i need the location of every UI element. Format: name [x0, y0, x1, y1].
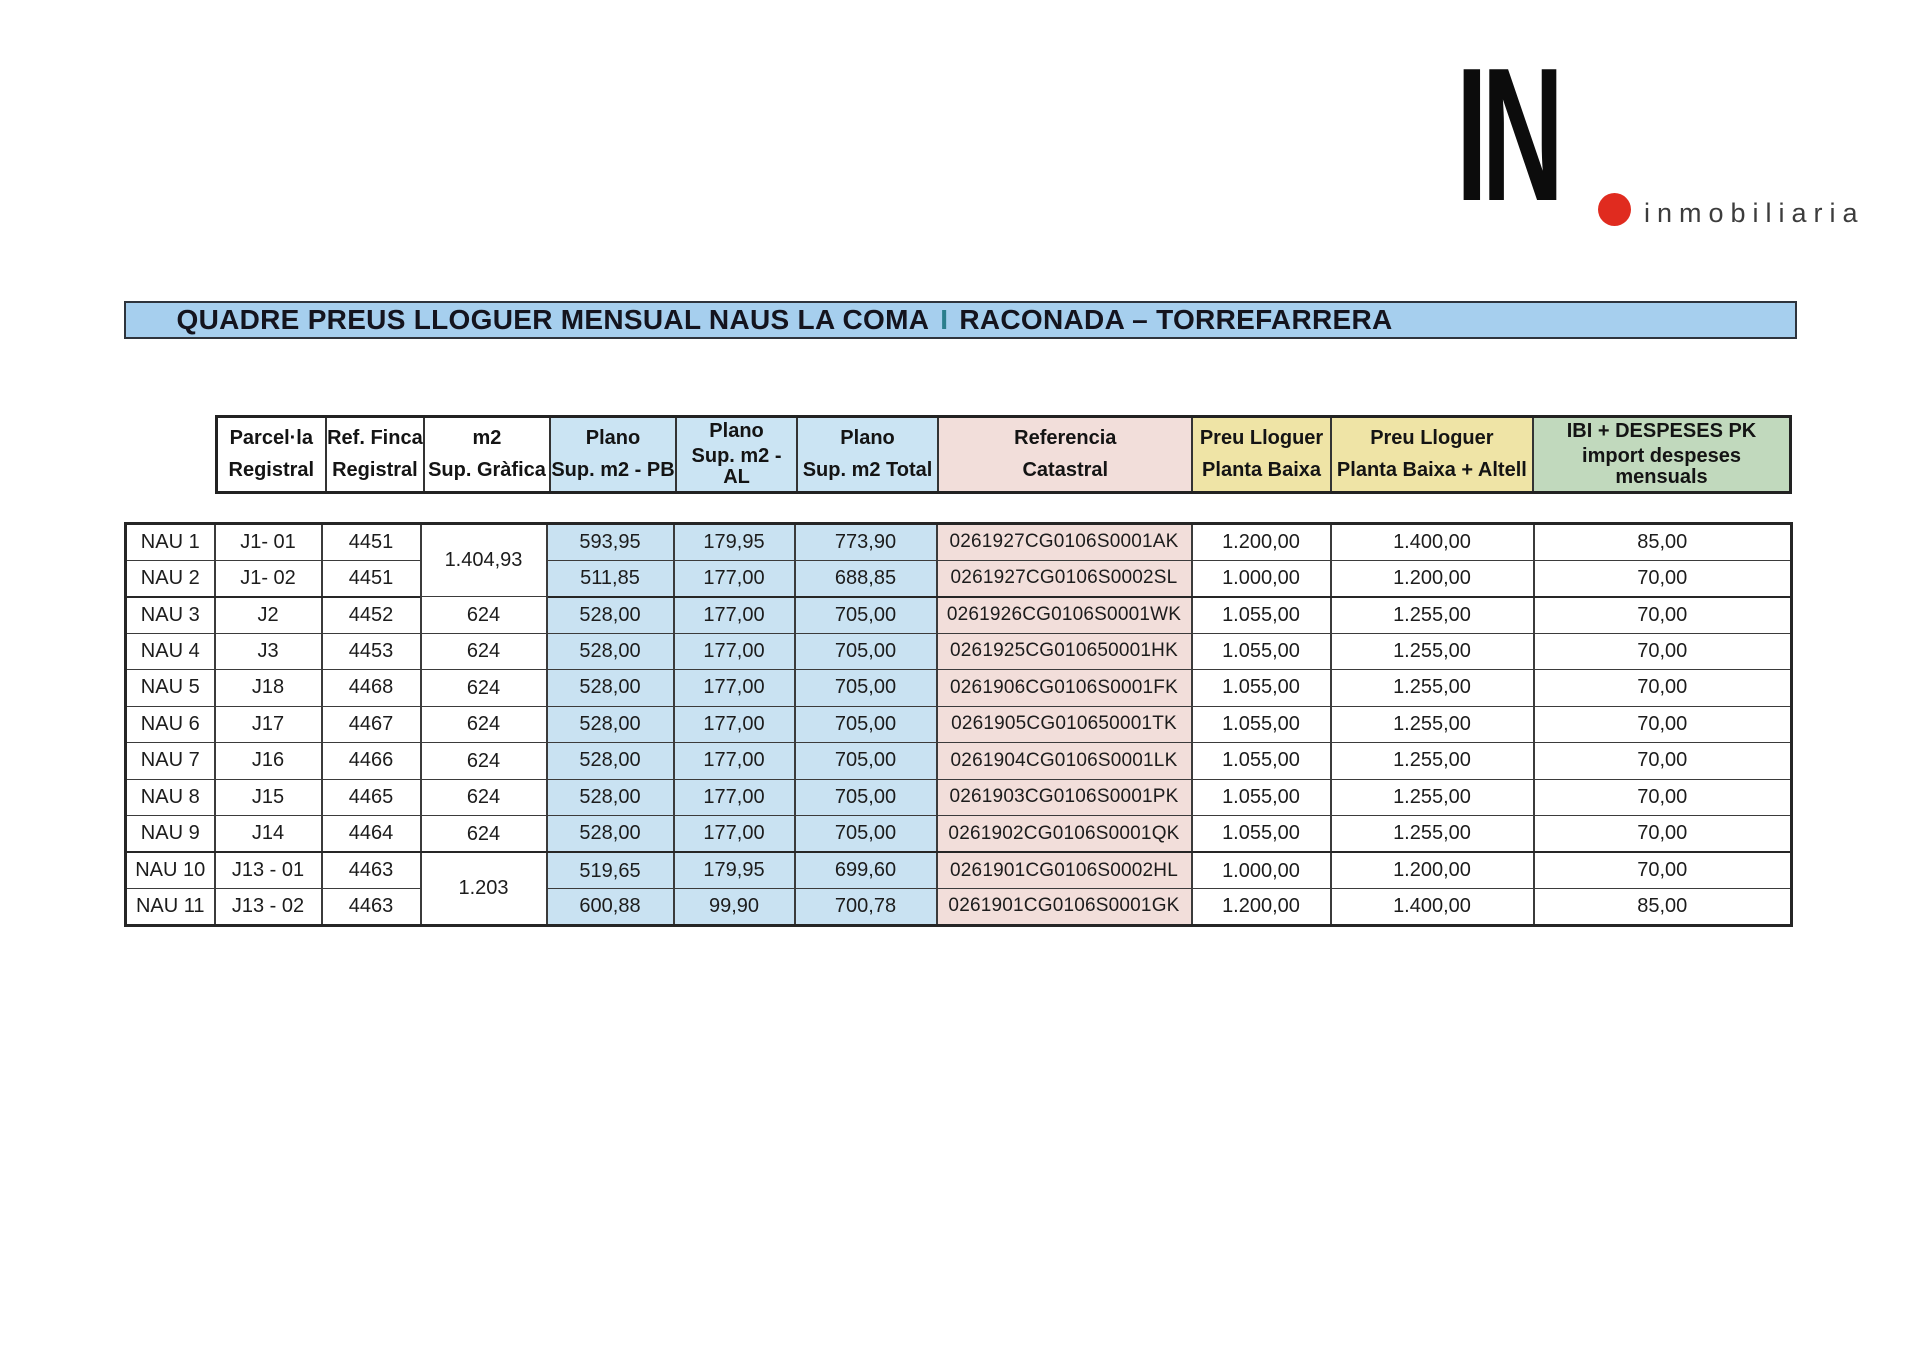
ibi-cell: 85,00	[1534, 889, 1792, 926]
table-row	[126, 889, 1792, 926]
ibi-cell: 70,00	[1534, 597, 1792, 634]
m2-cell: 624	[421, 706, 547, 743]
sup-al-cell: 177,00	[674, 706, 795, 743]
parcella-cell: J17	[215, 706, 322, 743]
parcella-cell: J1- 02	[215, 560, 322, 597]
ref-finca-cell: 4468	[322, 670, 421, 707]
ibi-cell: 70,00	[1534, 706, 1792, 743]
preu-pb-cell: 1.055,00	[1192, 743, 1331, 780]
preu-altell-cell: 1.255,00	[1331, 670, 1534, 707]
nau-cell: NAU 8	[126, 779, 215, 816]
ibi-cell: 70,00	[1534, 779, 1792, 816]
catastral-cell: 0261925CG010650001HK	[937, 633, 1192, 670]
ibi-cell: 70,00	[1534, 560, 1792, 597]
sup-pb-cell: 528,00	[547, 706, 674, 743]
table-row	[126, 560, 1792, 597]
m2-cell: 1.404,93	[421, 524, 547, 597]
ref-finca-cell: 4451	[322, 524, 421, 561]
col-header-line: Registral	[228, 458, 315, 481]
col-header-line: Preu Lloguer	[1199, 427, 1324, 450]
sup-total-cell: 705,00	[795, 743, 937, 780]
catastral-cell: 0261905CG010650001TK	[937, 706, 1192, 743]
ibi-cell: 85,00	[1534, 524, 1792, 561]
sup-total-cell: 705,00	[795, 597, 937, 634]
parcella-cell: J13 - 01	[215, 852, 322, 889]
preu-pb-cell: 1.055,00	[1192, 779, 1331, 816]
parcella-cell: J18	[215, 670, 322, 707]
ref-finca-cell: 4463	[322, 889, 421, 926]
sup-total-cell: 705,00	[795, 779, 937, 816]
ref-finca-cell: 4463	[322, 852, 421, 889]
ref-finca-cell: 4465	[322, 779, 421, 816]
preu-altell-cell: 1.255,00	[1331, 597, 1534, 634]
m2-cell: 624	[421, 597, 547, 634]
sup-pb-cell: 600,88	[547, 889, 674, 926]
col-header-ibi	[1532, 418, 1789, 491]
sup-al-cell: 177,00	[674, 560, 795, 597]
sup-total-cell: 705,00	[795, 633, 937, 670]
col-header-ref-finca	[325, 418, 424, 491]
red-dot-icon	[1598, 193, 1631, 226]
preu-altell-cell: 1.255,00	[1331, 743, 1534, 780]
col-header-plano-total	[796, 418, 937, 491]
m2-cell: 624	[421, 670, 547, 707]
col-header-parcella	[218, 418, 325, 491]
preu-altell-cell: 1.255,00	[1331, 633, 1534, 670]
ref-finca-cell: 4452	[322, 597, 421, 634]
parcella-cell: J2	[215, 597, 322, 634]
table-row	[126, 779, 1792, 816]
col-header-preu-altell	[1330, 418, 1532, 491]
title-part2: RACONADA – TORREFARRERA	[959, 304, 1393, 335]
sup-al-cell: 177,00	[674, 670, 795, 707]
m2-cell: 624	[421, 816, 547, 853]
preu-pb-cell: 1.000,00	[1192, 852, 1331, 889]
nau-cell: NAU 4	[126, 633, 215, 670]
catastral-cell: 0261926CG0106S0001WK	[937, 597, 1192, 634]
ref-finca-cell: 4467	[322, 706, 421, 743]
page-title	[124, 301, 1797, 339]
preu-altell-cell: 1.200,00	[1331, 560, 1534, 597]
col-header-line: Plano	[709, 420, 764, 443]
title-separator: I	[940, 304, 949, 335]
table-row	[126, 852, 1792, 889]
nau-cell: NAU 11	[126, 889, 215, 926]
sup-al-cell: 177,00	[674, 597, 795, 634]
nau-cell: NAU 9	[126, 816, 215, 853]
catastral-cell: 0261904CG0106S0001LK	[937, 743, 1192, 780]
ibi-cell: 70,00	[1534, 743, 1792, 780]
nau-cell: NAU 6	[126, 706, 215, 743]
sup-pb-cell: 511,85	[547, 560, 674, 597]
col-header-line: Sup. m2 Total	[802, 458, 933, 481]
sup-pb-cell: 528,00	[547, 743, 674, 780]
preu-pb-cell: 1.200,00	[1192, 524, 1331, 561]
preu-pb-cell: 1.055,00	[1192, 706, 1331, 743]
sup-al-cell: 179,95	[674, 852, 795, 889]
sup-total-cell: 699,60	[795, 852, 937, 889]
table-row	[126, 816, 1792, 853]
catastral-cell: 0261901CG0106S0002HL	[937, 852, 1192, 889]
ref-finca-cell: 4451	[322, 560, 421, 597]
title-part1: QUADRE PREUS LLOGUER MENSUAL NAUS LA COMA	[176, 304, 930, 335]
catastral-cell: 0261902CG0106S0001QK	[937, 816, 1192, 853]
sup-al-cell: 177,00	[674, 743, 795, 780]
table-row	[126, 706, 1792, 743]
nau-cell: NAU 3	[126, 597, 215, 634]
m2-cell: 1.203	[421, 852, 547, 925]
ibi-cell: 70,00	[1534, 816, 1792, 853]
col-header-plano-al	[675, 418, 796, 491]
sup-al-cell: 99,90	[674, 889, 795, 926]
col-header-line: Plano	[585, 427, 641, 450]
catastral-cell: 0261901CG0106S0001GK	[937, 889, 1192, 926]
table-header	[215, 415, 1792, 494]
col-header-line: Catastral	[1022, 458, 1109, 481]
col-header-referencia	[937, 418, 1191, 491]
col-header-line: Referencia	[1014, 427, 1117, 450]
sup-total-cell: 700,78	[795, 889, 937, 926]
col-header-line: m2	[472, 427, 502, 450]
sup-total-cell: 705,00	[795, 816, 937, 853]
preu-altell-cell: 1.400,00	[1331, 524, 1534, 561]
ibi-cell: 70,00	[1534, 670, 1792, 707]
preu-altell-cell: 1.255,00	[1331, 779, 1534, 816]
sup-al-cell: 177,00	[674, 633, 795, 670]
parcella-cell: J16	[215, 743, 322, 780]
m2-cell: 624	[421, 779, 547, 816]
col-header-line: Parcel·la	[229, 427, 313, 450]
nau-cell: NAU 5	[126, 670, 215, 707]
preu-altell-cell: 1.400,00	[1331, 889, 1534, 926]
sup-pb-cell: 528,00	[547, 633, 674, 670]
col-header-preu-pb	[1191, 418, 1329, 491]
table-row	[126, 524, 1792, 561]
preu-pb-cell: 1.055,00	[1192, 597, 1331, 634]
nau-cell: NAU 10	[126, 852, 215, 889]
table-row	[126, 743, 1792, 780]
parcella-cell: J14	[215, 816, 322, 853]
preu-pb-cell: 1.055,00	[1192, 633, 1331, 670]
col-header-line: import despeses mensuals	[1582, 444, 1741, 488]
ibi-cell: 70,00	[1534, 852, 1792, 889]
logo-tagline: inmobiliaria	[1644, 198, 1865, 228]
sup-pb-cell: 528,00	[547, 597, 674, 634]
ref-finca-cell: 4466	[322, 743, 421, 780]
ref-finca-cell: 4453	[322, 633, 421, 670]
col-header-line: Plano	[840, 427, 895, 450]
sup-pb-cell: 528,00	[547, 816, 674, 853]
col-header-line: Ref. Finca	[327, 427, 423, 450]
sup-pb-cell: 593,95	[547, 524, 674, 561]
parcella-cell: J13 - 02	[215, 889, 322, 926]
m2-cell: 624	[421, 633, 547, 670]
nau-cell: NAU 1	[126, 524, 215, 561]
preu-pb-cell: 1.000,00	[1192, 560, 1331, 597]
table-row	[126, 670, 1792, 707]
col-header-line: IBI + DESPESES PK	[1566, 420, 1757, 443]
ibi-cell: 70,00	[1534, 633, 1792, 670]
sup-pb-cell: 528,00	[547, 779, 674, 816]
col-header-line: Sup. m2 - PB	[551, 458, 675, 481]
parcella-cell: J15	[215, 779, 322, 816]
col-header-line: Planta Baixa + Altell	[1336, 458, 1527, 481]
table-row	[126, 597, 1792, 634]
parcella-cell: J3	[215, 633, 322, 670]
col-header-line: Sup. Gràfica	[428, 458, 546, 481]
sup-al-cell: 177,00	[674, 816, 795, 853]
sup-al-cell: 179,95	[674, 524, 795, 561]
preu-pb-cell: 1.200,00	[1192, 889, 1331, 926]
parcella-cell: J1- 01	[215, 524, 322, 561]
sup-total-cell: 705,00	[795, 670, 937, 707]
logo-wordmark: IN	[1456, 29, 1558, 241]
preu-pb-cell: 1.055,00	[1192, 816, 1331, 853]
col-header-line: Registral	[332, 458, 418, 481]
sup-al-cell: 177,00	[674, 779, 795, 816]
preu-pb-cell: 1.055,00	[1192, 670, 1331, 707]
sup-pb-cell: 528,00	[547, 670, 674, 707]
table-row	[126, 633, 1792, 670]
nau-cell: NAU 2	[126, 560, 215, 597]
catastral-cell: 0261903CG0106S0001PK	[937, 779, 1192, 816]
preu-altell-cell: 1.200,00	[1331, 852, 1534, 889]
m2-cell: 624	[421, 743, 547, 780]
sup-total-cell: 688,85	[795, 560, 937, 597]
col-header-plano-pb	[549, 418, 676, 491]
col-header-m2	[423, 418, 549, 491]
company-logo	[1448, 29, 1865, 241]
preu-altell-cell: 1.255,00	[1331, 706, 1534, 743]
col-header-line: Planta Baixa	[1202, 458, 1321, 481]
naus-price-table	[124, 522, 1793, 927]
col-header-line: Sup. m2 - AL	[691, 444, 782, 488]
sup-total-cell: 705,00	[795, 706, 937, 743]
preu-altell-cell: 1.255,00	[1331, 816, 1534, 853]
catastral-cell: 0261906CG0106S0001FK	[937, 670, 1192, 707]
ref-finca-cell: 4464	[322, 816, 421, 853]
table-body	[124, 522, 1793, 927]
col-header-line: Preu Lloguer	[1370, 427, 1494, 450]
catastral-cell: 0261927CG0106S0002SL	[937, 560, 1192, 597]
nau-cell: NAU 7	[126, 743, 215, 780]
catastral-cell: 0261927CG0106S0001AK	[937, 524, 1192, 561]
sup-pb-cell: 519,65	[547, 852, 674, 889]
sup-total-cell: 773,90	[795, 524, 937, 561]
